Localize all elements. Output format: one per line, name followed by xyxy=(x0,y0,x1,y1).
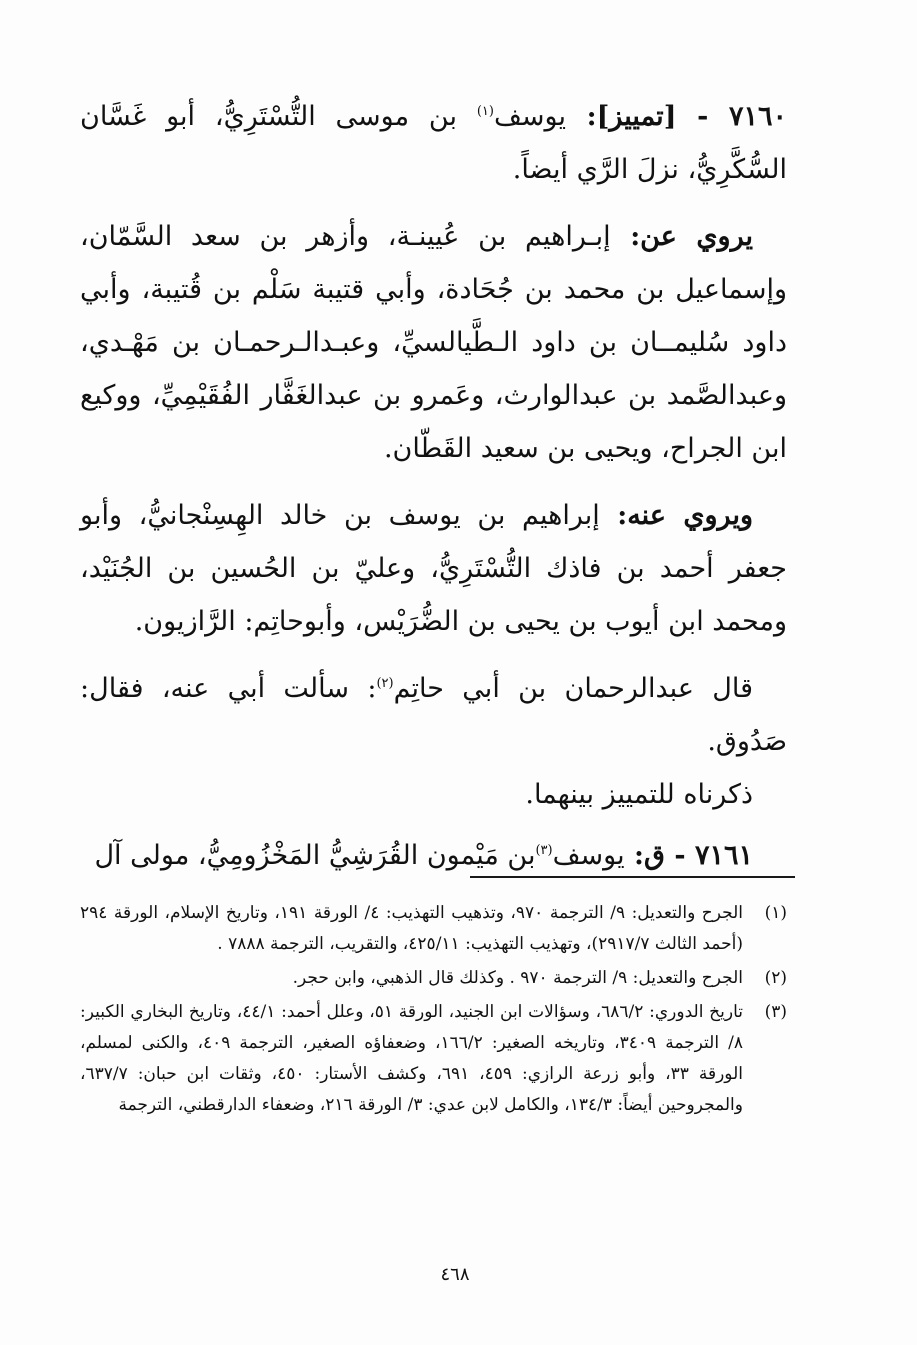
footnote-divider xyxy=(470,876,795,878)
footnote-text: تاريخ الدوري: ٦٨٦/٢، وسؤالات ابن الجنيد، الورقة ٥١، وعلل أحمد: ٤٤/١، وتاريخ البخاري الكبير: ٨/ الترجمة ٣٤٠٩، وتاريخه الصغير: ١٦٦/٢، وضعفاؤه الصغير، الترجمة ٤٠٩، والكنى لمسلم، الورقة ٣٣، وأبو زرعة الرازي: ٤٥٩، ٦٩١، وكشف الأستار: ٤٥٠، وثقات ابن حبان: ٦٣٧/٧، والمجروحين أيضاً: ١٣٤/٣، والكامل لابن عدي: ٣/ الورقة ٢١٦، وضعفاء الدارقطني، الترجمة xyxy=(80,1002,744,1115)
footnote-number: (٣) xyxy=(764,1002,787,1022)
narrated-by-text: إبراهيم بن يوسف بن خالد الهِسِنْجانيُّ، وأبو جعفر أحمد بن فاذك التُّسْتَرِيُّ، وعليّ بن الحُسين بن الجُنَيْد، ومحمد ابن أيوب بن يحيى بن الضُّرَيْس، وأبوحاتِم: الرَّازيون. xyxy=(80,500,787,637)
footnote-number: (١) xyxy=(764,903,787,923)
entry-7160-lineage: بن موسى التُّسْتَرِيُّ، أبو غَسَّان السُّكَّرِيُّ، نزلَ الرَّي أيضاً. xyxy=(80,101,787,185)
footnote-3 xyxy=(80,997,787,1121)
entry-7161-name: يوسف xyxy=(552,840,625,871)
footnote-marker-1[interactable]: (١) xyxy=(476,104,494,119)
narrated-by-paragraph xyxy=(80,489,787,648)
footnote-number: (٢) xyxy=(764,968,787,988)
footnote-1 xyxy=(80,898,787,960)
page-number: ٤٦٨ xyxy=(440,1264,470,1285)
quote-text: : سألت أبي عنه، فقال: صَدُوق. xyxy=(80,673,787,757)
entry-7161 xyxy=(80,829,787,882)
narrates-from-paragraph xyxy=(80,210,787,475)
entry-7160-number: ٧١٦٠ - [تمييز]: xyxy=(566,101,787,132)
narrated-by-label: ويروي عنه: xyxy=(599,500,753,531)
footnote-text: الجرح والتعديل: ٩/ الترجمة ٩٧٠ . وكذلك قال الذهبي، وابن حجر. xyxy=(292,968,743,988)
quote-source: قال عبدالرحمان بن أبي حاتِم xyxy=(393,673,753,704)
footnote-2 xyxy=(80,963,787,994)
entry-7161-number: ٧١٦١ - ق: xyxy=(624,840,753,871)
narrates-from-label: يروي عن: xyxy=(610,221,753,252)
main-text xyxy=(80,90,787,882)
entry-7160 xyxy=(80,90,787,196)
quote-paragraph xyxy=(80,662,787,768)
footnotes xyxy=(80,898,787,1124)
narrates-from-text: إبـراهيم بن عُيينـة، وأزهر بن سعد السَّمّان، وإسماعيل بن محمد بن جُحَادة، وأبي قتيبة سَلْم بن قُتيبة، وأبي داود سُليمــان بن داود الـطَّيالسيِّ، وعبـدالـرحمـان بن مَهْـدي، وعبدالصَّمد بن عبدالوارث، وعَمرو بن عبدالغَفَّار الفُقَيْمِيِّ، ووكيع ابن الجراح، ويحيى بن سعيد القَطّان. xyxy=(80,221,787,464)
entry-7160-name: يوسف xyxy=(493,101,566,132)
footnote-text: الجرح والتعديل: ٩/ الترجمة ٩٧٠، وتذهيب التهذيب: ٤/ الورقة ١٩١، وتاريخ الإسلام، الورقة ٢٩٤ (أحمد الثالث ٢٩١٧/٧)، وتهذيب التهذيب: ٤٢٥/١١، والتقريب، الترجمة ٧٨٨٨ . xyxy=(80,903,744,954)
entry-7161-lineage: بن مَيْمون القُرَشِيُّ المَخْزُومِيُّ، مولى آل xyxy=(94,840,536,871)
mention-paragraph: ذكرناه للتمييز بينهما. xyxy=(525,779,753,810)
footnote-marker-3[interactable]: (٣) xyxy=(535,843,553,858)
footnote-marker-2[interactable]: (٢) xyxy=(376,676,394,691)
